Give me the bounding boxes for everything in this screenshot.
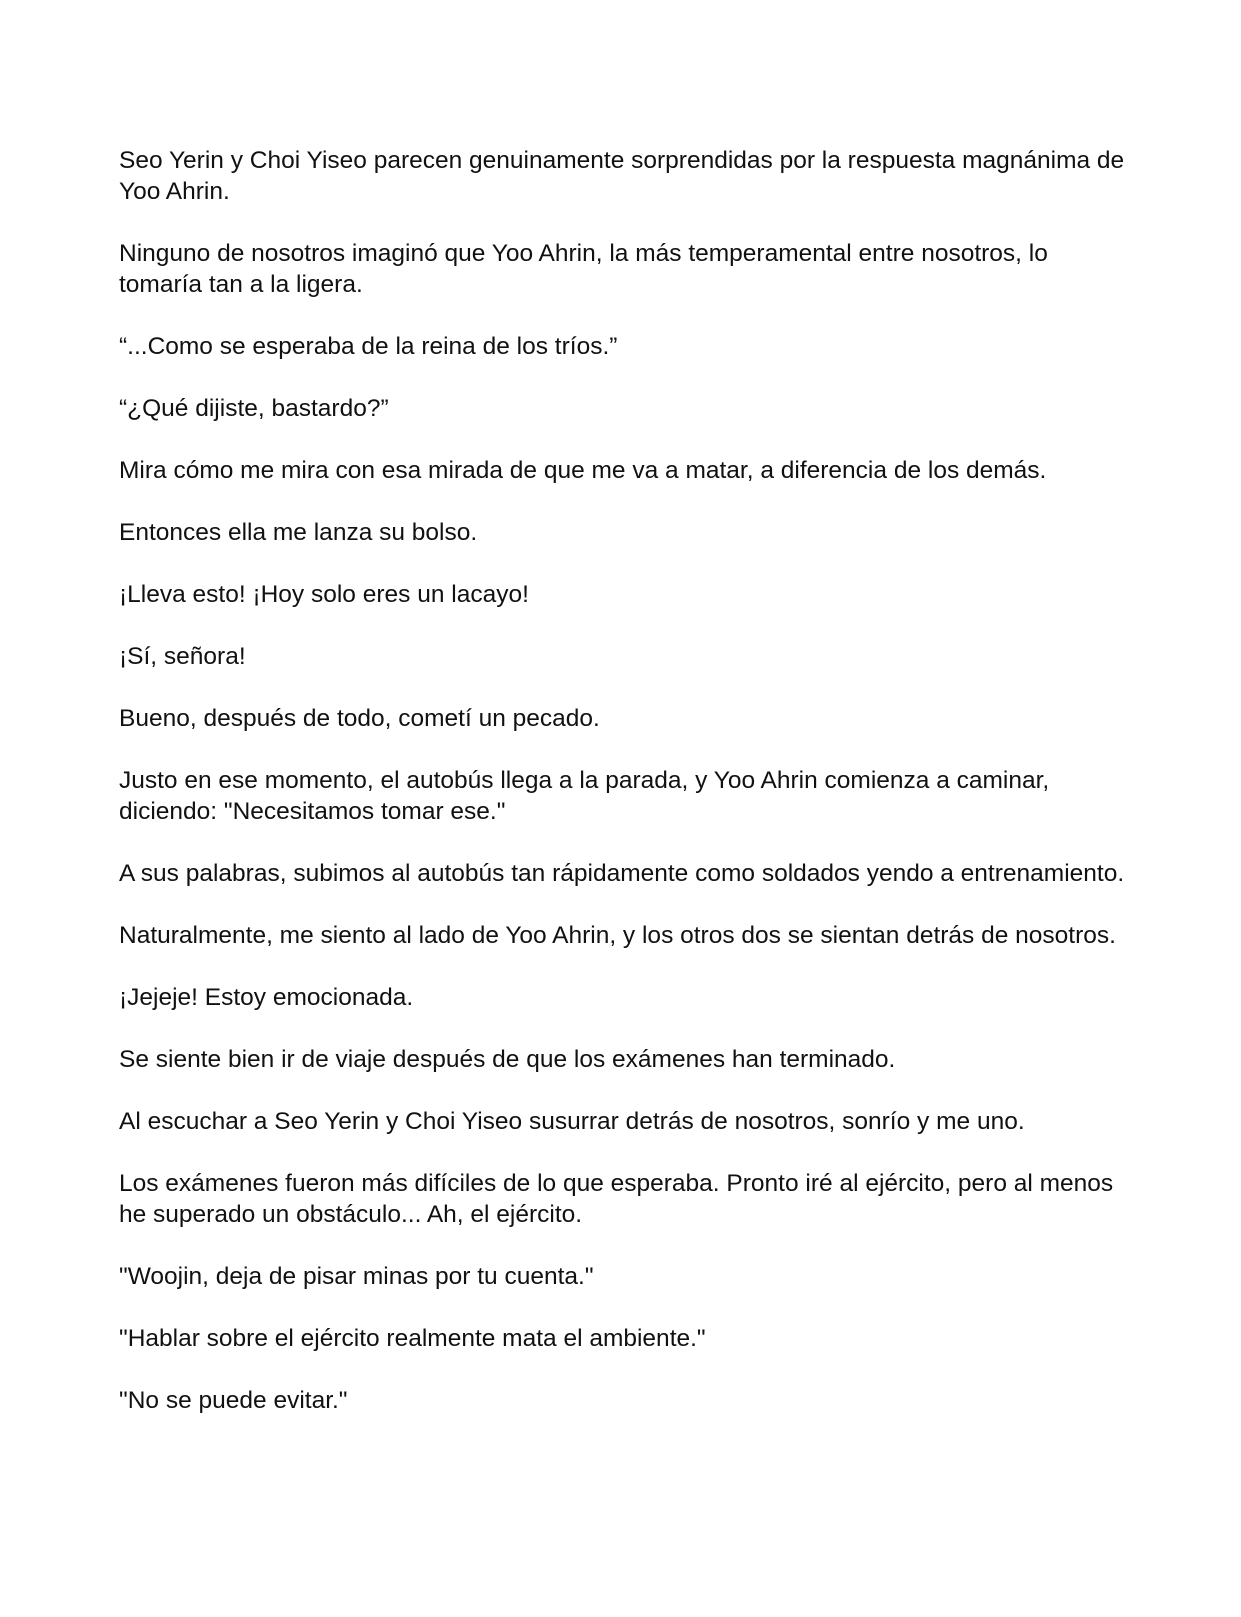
document-body <box>119 145 1129 1447</box>
paragraph: A sus palabras, subimos al autobús tan rápidamente como soldados yendo a entrenamiento. <box>119 860 1125 887</box>
paragraph: "Hablar sobre el ejército realmente mata el ambiente." <box>119 1325 706 1352</box>
paragraph: “¿Qué dijiste, bastardo?” <box>119 395 389 422</box>
paragraph: Seo Yerin y Choi Yiseo parecen genuinamente sorprendidas por la respuesta magnánima de Yoo Ahrin. <box>119 147 1125 205</box>
paragraph: ¡Jejeje! Estoy emocionada. <box>119 984 414 1011</box>
paragraph: Entonces ella me lanza su bolso. <box>119 519 478 546</box>
paragraph: "Woojin, deja de pisar minas por tu cuenta." <box>119 1263 594 1290</box>
paragraph: "No se puede evitar." <box>119 1387 348 1414</box>
paragraph: Al escuchar a Seo Yerin y Choi Yiseo susurrar detrás de nosotros, sonrío y me uno. <box>119 1108 1025 1135</box>
paragraph: Los exámenes fueron más difíciles de lo que esperaba. Pronto iré al ejército, pero al menos he superado un obstáculo... Ah, el ejército. <box>119 1170 1114 1228</box>
paragraph: Bueno, después de todo, cometí un pecado. <box>119 705 600 732</box>
paragraph: ¡Lleva esto! ¡Hoy solo eres un lacayo! <box>119 581 529 608</box>
paragraph: Se siente bien ir de viaje después de que los exámenes han terminado. <box>119 1046 896 1073</box>
paragraph: Naturalmente, me siento al lado de Yoo Ahrin, y los otros dos se sientan detrás de nosotros. <box>119 922 1116 949</box>
paragraph: Mira cómo me mira con esa mirada de que me va a matar, a diferencia de los demás. <box>119 457 1047 484</box>
paragraph: Justo en ese momento, el autobús llega a la parada, y Yoo Ahrin comienza a caminar, diciendo: "Necesitamos tomar ese." <box>119 767 1050 825</box>
paragraph: Ninguno de nosotros imaginó que Yoo Ahrin, la más temperamental entre nosotros, lo tomaría tan a la ligera. <box>119 240 1048 298</box>
paragraph: ¡Sí, señora! <box>119 643 246 670</box>
paragraph: “...Como se esperaba de la reina de los tríos.” <box>119 333 618 360</box>
